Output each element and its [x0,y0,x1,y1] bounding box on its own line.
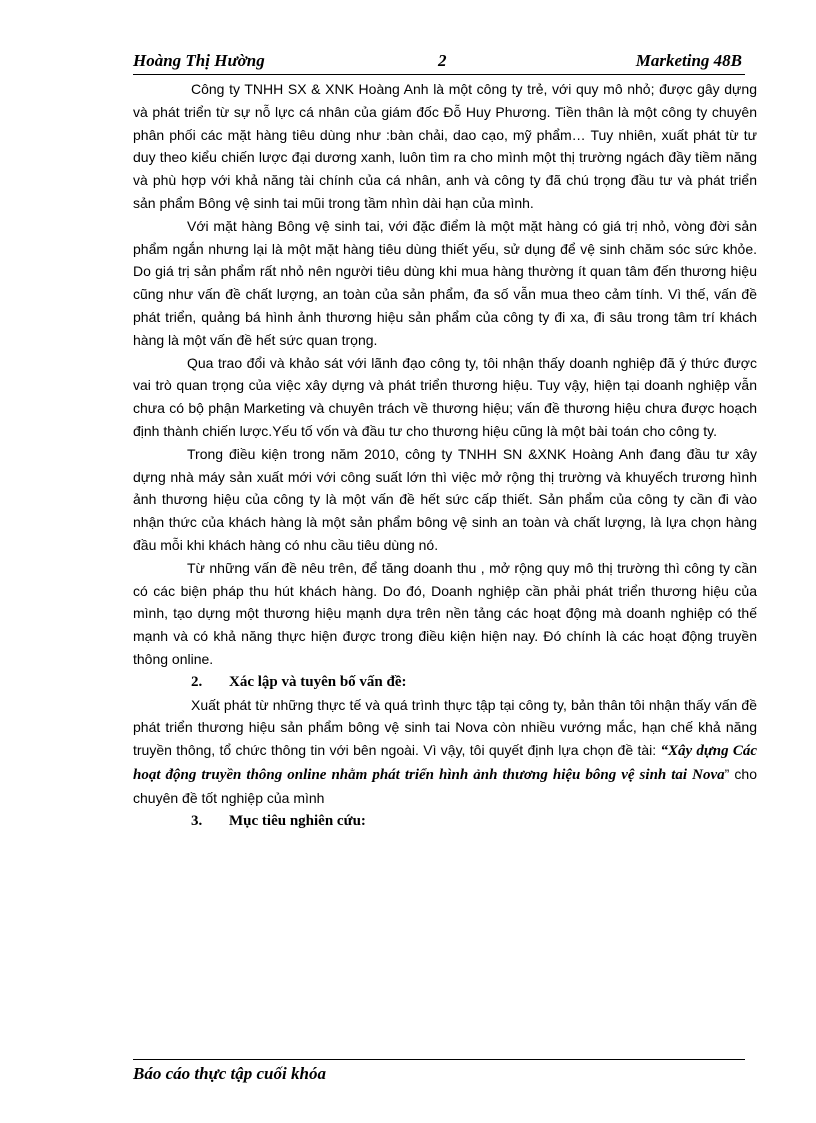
paragraph-3: Qua trao đổi và khảo sát với lãnh đạo công ty, tôi nhận thấy doanh nghiệp đã ý thức được vai trò quan trọng của việc xây dựng và phát triển thương hiệu. Tuy vậy, hiện tại doanh nghiệp vẫn chưa có bộ phận Marketing và chuyên trách về thương hiệu; vấn đề thương hiệu chưa được hoạch định thành chiến lược.Yếu tố vốn và đầu tư cho thương hiệu cũng là một bài toán cho công ty. [133,354,757,439]
header-page-number: 2 [438,51,447,70]
page-footer: Báo cáo thực tập cuối khóa [133,1064,326,1083]
section-3-heading [133,810,757,833]
footer-divider [133,1059,745,1060]
document-body [133,78,757,832]
section-2-title: Xác lập và tuyên bố vấn đề: [229,673,407,690]
header-class: Marketing 48B [635,51,742,70]
paragraph-1: Công ty TNHH SX & XNK Hoàng Anh là một công ty trẻ, với quy mô nhỏ; được gây dựng và phát triển từ sự nỗ lực cá nhân của giám đốc Đỗ Huy Phương. Tiền thân là một công ty chuyên phân phối các mặt hàng tiêu dùng như :bàn chải, dao cạo, mỹ phẩm… Tuy nhiên, xuất phát từ tư duy theo kiểu chiến lược đại dương xanh, luôn tìm ra cho mình một thị trường ngách đầy tiềm năng và phù hợp với khả năng tài chính của cá nhân, anh và công ty đã chú trọng đầu tư và phát triển sản phẩm Bông vệ sinh tai mũi trong tầm nhìn dài hạn của mình. [133,81,757,211]
section-2-paragraph [133,694,757,810]
thesis-topic: “Xây dựng Các hoạt động truyền thông online nhằm phát triển hình ảnh thương hiệu bông vệ sinh tai Nova [133,743,758,783]
paragraph-4: Trong điều kiện trong năm 2010, công ty TNHH SN &XNK Hoàng Anh đang đầu tư xây dựng nhà máy sản xuất mới với công suất lớn thì việc mở rộng thị trường và khuyếch trương hình ảnh thương hiệu của công ty là một vấn đề hết sức cấp thiết. Sản phẩm của công ty cần đi vào nhận thức của khách hàng là một sản phẩm bông vệ sinh an toàn và chất lượng, là lựa chọn hàng đầu mỗi khi khách hàng có nhu cầu tiêu dùng nó. [133,445,757,553]
section-2-text: Xuất phát từ những thực tế và quá trình thực tập tại công ty, bản thân tôi nhận thấy vấn đề phát triển thương hiệu sản phẩm bông vệ sinh tai Nova còn nhiều vướng mắc, hạn chế khả năng truyền thông, tổ chức thông tin với bên ngoài. Vì vậy, tôi quyết định lựa chọn đề tài: [133,696,757,759]
section-2-text-end: ” cho chuyên đề tốt nghiệp của mình [133,765,757,806]
section-2-number: 2. [191,673,203,690]
paragraph-5: Từ những vấn đề nêu trên, để tăng doanh thu , mở rộng quy mô thị trường thì công ty cần có các biện pháp thu hút khách hàng. Do đó, Doanh nghiệp cần phải phát triển thương hiệu của mình, tạo dựng một thương hiệu mạnh dựa trên nền tảng các hoạt động mà doanh nghiệp có thế mạnh và có khả năng thực hiện được trong điều kiện hiện nay. Đó chính là các hoạt động truyền thông online. [133,559,757,667]
page-header [133,48,745,75]
section-2-heading [133,671,757,694]
header-author: Hoàng Thị Hường [133,51,265,70]
section-3-title: Mục tiêu nghiên cứu: [229,812,366,829]
paragraph-2: Với mặt hàng Bông vệ sinh tai, với đặc điểm là một mặt hàng có giá trị nhỏ, vòng đời sản phẩm ngắn nhưng lại là một mặt hàng tiêu dùng thiết yếu, sử dụng để vệ sinh chăm sóc sức khỏe. Do giá trị sản phẩm rất nhỏ nên người tiêu dùng khi mua hàng thường ít quan tâm đến thương hiệu cũng như vấn đề chất lượng, an toàn của sản phẩm, đa số vẫn mua theo cảm tính. Vì thế, vấn đề phát triển, quảng bá hình ảnh thương hiệu sản phẩm của công ty đi xa, đi sâu trong tâm trí khách hàng là một vấn đề hết sức quan trọng. [133,217,757,348]
section-3-number: 3. [191,812,203,829]
